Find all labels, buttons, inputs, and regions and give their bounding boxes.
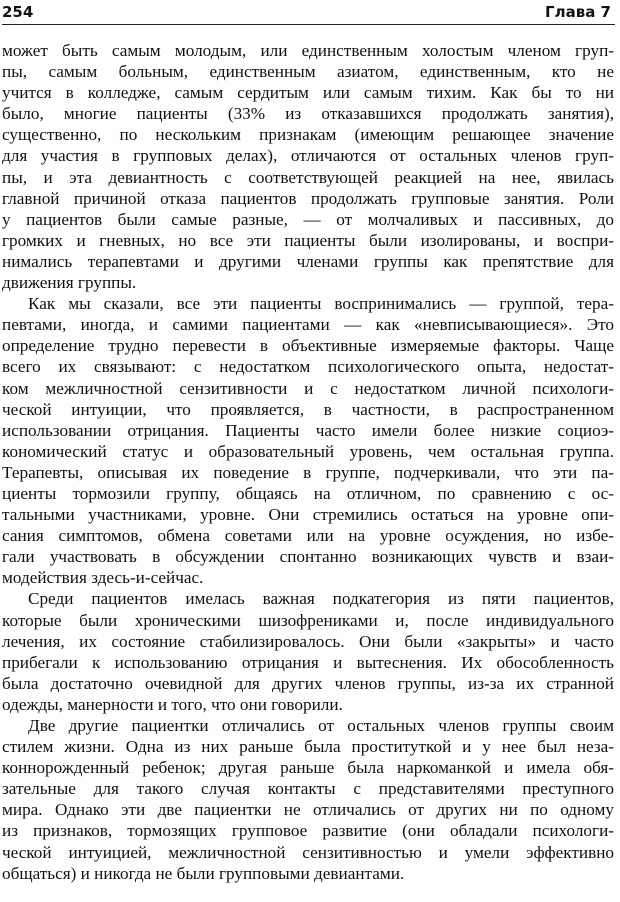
text-line: определение трудно перевести в объективные измеряемые факторы. Чаще bbox=[2, 336, 614, 356]
text-line: мира. Однако эти две пациентки не отличались от других ни по одному bbox=[2, 800, 614, 820]
text-line: движения группы. bbox=[2, 273, 137, 293]
text-line: ческой интуицией, межличностной сензитивностью и умели эффективно bbox=[2, 842, 614, 862]
text-line: ческой интуиции, что проявляется, в частности, в распространенном bbox=[2, 399, 614, 419]
text-line: певтами, иногда, и самими пациентами — как «невписывающиеся». Это bbox=[2, 315, 614, 335]
text-line: общаться) и никогда не были групповыми девиантами. bbox=[2, 863, 405, 883]
text-line: из признаков, тормозящих групповое развитие (они обладали психологи- bbox=[2, 821, 614, 841]
text-line: Среди пациентов имелась важная подкатегория из пяти пациентов, bbox=[28, 589, 614, 609]
text-line: может быть самым молодым, или единственным холостым членом груп- bbox=[2, 41, 614, 60]
text-line: одежды, манерности и того, что они говорили. bbox=[2, 694, 343, 714]
text-line: для участия в групповых делах), отличаются от остальных членов груп- bbox=[2, 146, 614, 166]
chapter-title: Глава 7 bbox=[545, 3, 611, 21]
text-line: учится в колледже, самым сердитым или самым тихим. Как бы то ни bbox=[2, 83, 614, 103]
header-rule bbox=[2, 24, 615, 25]
text-line: модействия здесь-и-сейчас. bbox=[2, 568, 204, 588]
text-line: коннорожденный ребенок; другая раньше была наркоманкой и имела обя- bbox=[2, 758, 614, 778]
text-line: зательные для такого случая контакты с представителями преступного bbox=[2, 779, 614, 799]
text-line: громких и гневных, но все эти пациенты были изолированы, и воспри- bbox=[2, 230, 614, 250]
paragraph-1 bbox=[2, 40, 614, 293]
text-line: циенты тормозили группу, общаясь на отличном, по сравнению с ос- bbox=[2, 483, 614, 503]
text-line: нимались терапевтами и другими членами группы как препятствие для bbox=[2, 251, 614, 271]
paragraph-2 bbox=[2, 293, 614, 588]
running-header bbox=[2, 2, 615, 26]
body-text bbox=[2, 40, 614, 884]
text-line: у пациентов были самые разные, — от молчаливых и пассивных, до bbox=[2, 209, 614, 229]
text-line: тальными участниками, уровне. Они стремились остаться на уровне опи- bbox=[2, 505, 614, 525]
text-line: пы, и эта девиантность с соответствующей реакцией на нее, явилась bbox=[2, 167, 614, 187]
text-line: главной причиной отказа пациентов продолжать групповые занятия. Роли bbox=[2, 188, 614, 208]
text-line: лечения, их состояние стабилизировалось. Они были «закрыты» и часто bbox=[2, 631, 614, 651]
text-line: использовании отрицания. Пациенты часто имели более низкие социоэ- bbox=[2, 420, 614, 440]
text-line: существенно, по нескольким признакам (имеющим решающее значение bbox=[2, 125, 614, 145]
text-line: прибегали к использованию отрицания и вытеснения. Их обособленность bbox=[2, 652, 614, 672]
text-line: пы, самым больным, единственным азиатом, единственным, кто не bbox=[2, 62, 614, 82]
paragraph-3 bbox=[2, 588, 614, 715]
text-line: кономический статус и образовательный уровень, чем остальная группа. bbox=[2, 441, 614, 461]
text-line: которые были хроническими шизофрениками и, после индивидуального bbox=[2, 610, 614, 630]
text-line: Две другие пациентки отличались от остальных членов группы своим bbox=[28, 716, 614, 735]
text-line: Как мы сказали, все эти пациенты воспринимались — группой, тера- bbox=[28, 294, 614, 314]
text-line: гали участвовать в обсуждении спонтанно возникающих чувств и взаи- bbox=[2, 547, 614, 567]
text-line: всего их связывают: с недостатком психологического опыта, недостат- bbox=[2, 357, 614, 377]
text-line: было, многие пациенты (33% из отказавшихся продолжать занятия), bbox=[2, 104, 614, 124]
page-number: 254 bbox=[2, 3, 34, 21]
text-line: сания симптомов, обмена советами или на уровне осуждения, но избе- bbox=[2, 526, 614, 546]
text-line: Терапевты, описывая их поведение в группе, подчеркивали, что эти па- bbox=[2, 462, 614, 482]
text-line: ком межличностной сензитивности и с недостатком личной психологи- bbox=[2, 378, 614, 398]
text-line: была достаточно очевидной для других членов группы, из-за их странной bbox=[2, 673, 614, 693]
text-line: стилем жизни. Одна из них раньше была проституткой и у нее был неза- bbox=[2, 737, 614, 757]
paragraph-4 bbox=[2, 715, 614, 884]
